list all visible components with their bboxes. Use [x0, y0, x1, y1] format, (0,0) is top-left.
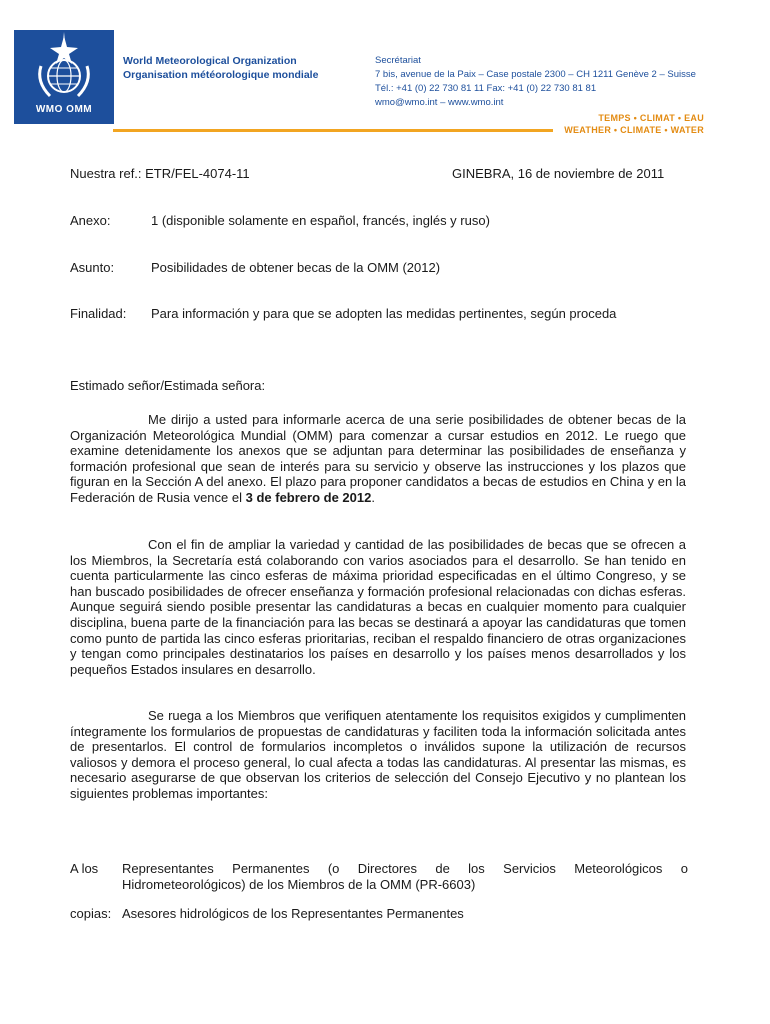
purpose-value: Para información y para que se adopten las medidas pertinentes, según proceda: [151, 306, 617, 321]
slogan-english: WEATHER • CLIMATE • WATER: [564, 125, 704, 135]
copies-text: Asesores hidrológicos de los Representantes Permanentes: [122, 906, 464, 921]
organization-names: [123, 54, 318, 82]
secretariat-email-web: wmo@wmo.int – www.wmo.int: [375, 97, 504, 108]
paragraph-2: Con el fin de ampliar la variedad y cantidad de las posibilidades de becas que se ofrecen a los Miembros, la Secretaría está colaborando con varios asociados para el desarrollo. Se han tenido en cuenta particularmente las cinco esferas de máxima prioridad especificadas en el último Congreso, y se han buscado posibilidades de ofrecer enseñanza y formación profesional relacionadas con dichas esferas. Aunque seguirá siendo posible presentar las candidaturas a becas en cualquier momento para cualquier disciplina, buena parte de la financiación para las becas se destinará a apoyar las candidaturas que tomen como punto de partida las cinco esferas prioritarias, reciban el respaldo financiero de otras organizaciones y tengan como principales destinatarios los países en desarrollo y los países menos desarrollados y los pequeños Estados insulares en desarrollo.: [70, 537, 686, 677]
org-name-english: World Meteorological Organization: [123, 55, 297, 67]
salutation: Estimado señor/Estimada señora:: [70, 378, 266, 393]
letter-date: GINEBRA, 16 de noviembre de 2011: [452, 166, 665, 181]
wmo-logo: [14, 30, 114, 124]
recipients-label: A los: [70, 861, 99, 876]
annex-value: 1 (disponible solamente en español, francés, inglés y ruso): [151, 213, 490, 228]
paragraph-3: Se ruega a los Miembros que verifiquen atentamente los requisitos exigidos y cumplimenten íntegramente los formularios de propuestas de candidaturas y faciliten toda la información solicitada antes de presentarlos. El control de formularios incompletos o inválidos supone la utilización de recursos valiosos y demora el proceso general, lo cual afecta a todas las candidaturas. Al presentar las mismas, es necesario asegurarse de que observan los criterios de selección del Consejo Ejecutivo y no plantean los siguientes problemas importantes:: [70, 708, 686, 801]
paragraph-1: [70, 412, 686, 506]
recipients-text: Representantes Permanentes (o Directores de los Servicios Meteorológicos o Hidrometeorológicos) de los Miembros de la OMM (PR-6603): [122, 861, 688, 892]
secretariat-phone-fax: Tél.: +41 (0) 22 730 81 11 Fax: +41 (0) 22 730 81 81: [375, 83, 597, 94]
subject-value: Posibilidades de obtener becas de la OMM (2012): [151, 260, 441, 275]
our-reference: Nuestra ref.: ETR/FEL-4074-11: [70, 166, 250, 181]
secretariat-address: [375, 54, 696, 110]
purpose-label: Finalidad:: [70, 306, 127, 321]
copies-label: copias:: [70, 906, 112, 921]
annex-label: Anexo:: [70, 213, 111, 228]
deadline-date: 3 de febrero de 2012: [245, 489, 372, 505]
letterhead-divider: [113, 129, 553, 132]
logo-caption: WMO OMM: [35, 104, 93, 115]
slogan: [564, 112, 704, 136]
secretariat-title: Secrétariat: [375, 55, 421, 66]
paragraph-1-text: Me dirijo a usted para informarle acerca de una serie posibilidades de obtener becas de la Organización Meteorológica Mundial (OMM) para comenzar a cursar estudios en 2012. Le ruego que examine detenidamente los anexos que se adjuntan para determinar las posibilidades de enseñanza y formación profesional que sean de interés para su servicio y observe las instrucciones y los plazos que figuran en la Sección A del anexo. El plazo para proponer candidatos a becas de estudios en China y en la Federación de Rusia vence el: [70, 412, 686, 505]
paragraph-1-end: .: [371, 489, 375, 505]
slogan-french: TEMPS • CLIMAT • EAU: [598, 113, 704, 123]
secretariat-street: 7 bis, avenue de la Paix – Case postale 2300 – CH 1211 Genève 2 – Suisse: [375, 69, 696, 80]
subject-label: Asunto:: [70, 260, 115, 275]
org-name-french: Organisation météorologique mondiale: [123, 69, 319, 81]
